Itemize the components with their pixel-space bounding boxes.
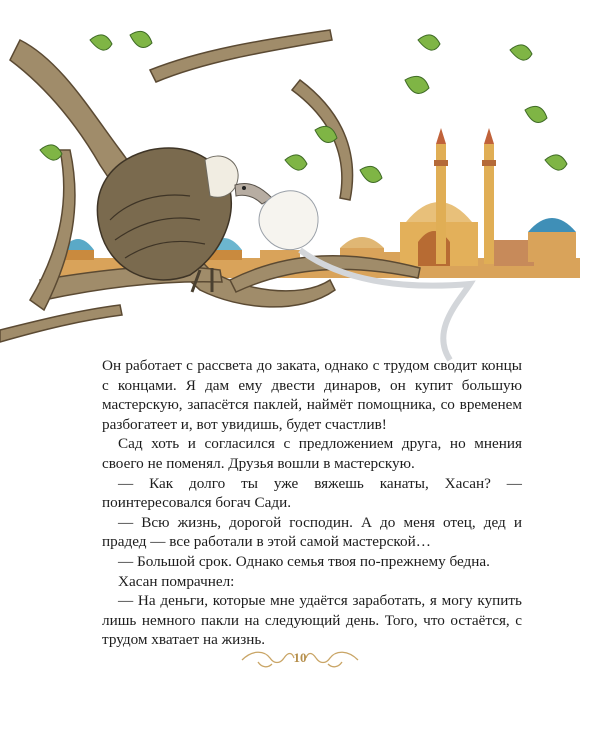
paragraph: — На деньги, которые мне удаётся заработать, я могу купить лишь немного пакли на следующий день. Того, что остаётся, с трудом хватает на жизнь. bbox=[102, 592, 522, 649]
paragraph: — Всю жизнь, дорогой господин. А до меня отец, дед и прадед — все работали в этой самой мастерской… bbox=[102, 513, 522, 551]
paragraph: — Как долго ты уже вяжешь канаты, Хасан? — поинтересовался богач Сади. bbox=[102, 474, 522, 512]
paragraph: Хасан помрачнел: bbox=[118, 572, 235, 590]
paragraph: Сад хоть и согласился с предложением друга, но мнения своего не поменял. Друзья вошли в мастерскую. bbox=[102, 435, 522, 472]
page-number: 10 bbox=[293, 650, 307, 665]
illustration-vulture-on-branch bbox=[0, 0, 600, 370]
paragraph: Он работает с рассвета до заката, однако с трудом сводит концы с концами. Я дам ему двести динаров, он купит большую мастерскую, запасётся паклей, наймёт помощника, со временем разбогатеет и, вот увидишь, будет счастлив! bbox=[102, 357, 522, 433]
paragraph: — Большой срок. Однако семья твоя по-прежнему бедна. bbox=[118, 552, 490, 570]
story-text bbox=[102, 356, 522, 650]
page-footer bbox=[240, 646, 360, 674]
